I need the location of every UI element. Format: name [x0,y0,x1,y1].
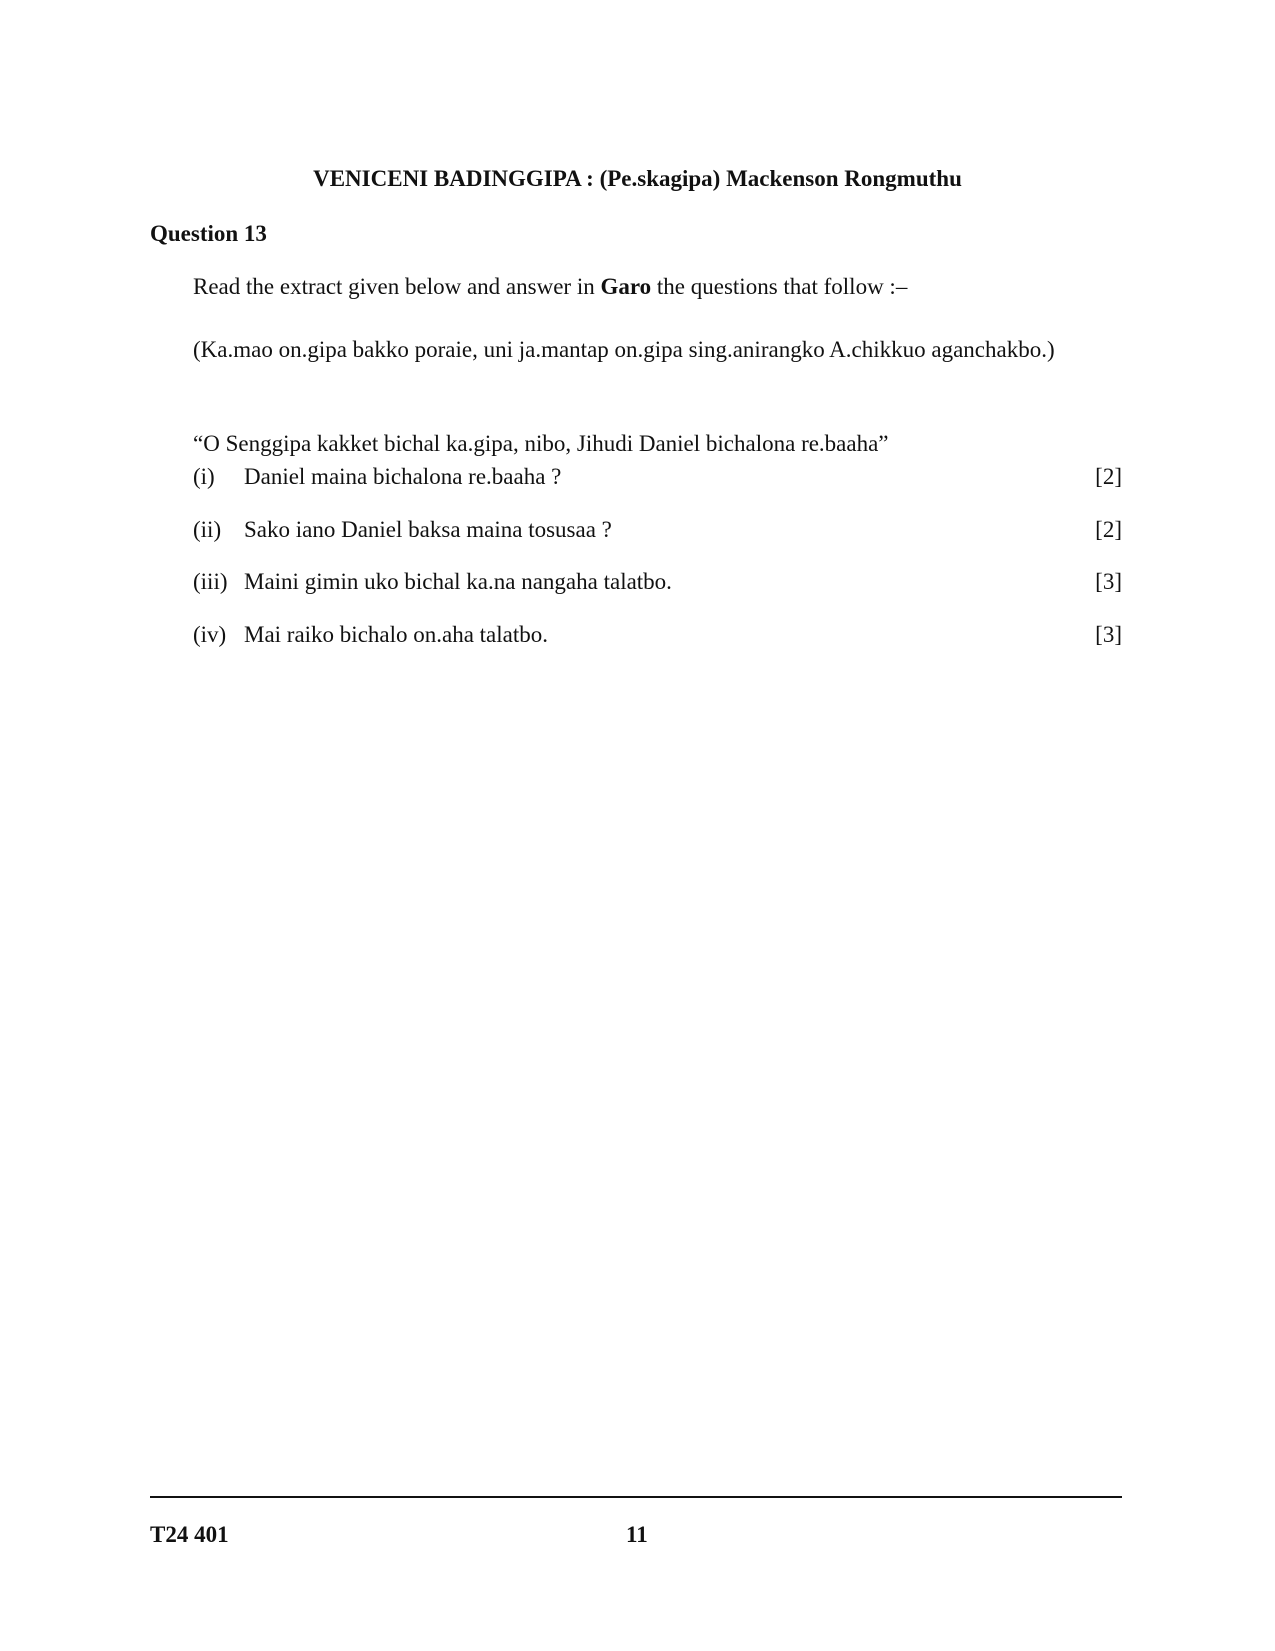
subquestion-item [193,464,1122,494]
subquestion-marks: [3] [1095,622,1122,647]
extract-note: (Ka.mao on.gipa bakko poraie, uni ja.mantap on.gipa sing.anirangko A.chikkuo aganchakbo.) [193,337,1055,362]
subquestion-text: Daniel maina bichalona re.baaha ? [244,464,562,489]
subquestion-number: (iii) [193,569,228,594]
subquestion-number: (ii) [193,517,222,542]
instruction-language: Garo [600,274,652,299]
extract-quote: “O Senggipa kakket bichal ka.gipa, nibo, Jihudi Daniel bichalona re.baaha” [193,431,889,456]
subquestion-text: Maini gimin uko bichal ka.na nangaha talatbo. [244,569,672,594]
page-number: 11 [626,1522,648,1547]
subquestion-item [193,622,1122,652]
instruction-text-before: Read the extract given below and answer in [193,274,601,299]
instruction-text-after: the questions that follow :– [651,274,908,299]
subquestion-number: (i) [193,464,215,489]
instruction [193,274,907,300]
footer-divider [150,1496,1122,1498]
section-title: VENICENI BADINGGIPA : (Pe.skagipa) Mackenson Rongmuthu [313,166,962,191]
subquestion-number: (iv) [193,622,227,647]
question-title: Question 13 [150,221,267,246]
paper-code: T24 401 [150,1522,229,1547]
subquestion-text: Sako iano Daniel baksa maina tosusaa ? [244,517,612,542]
subquestion-marks: [3] [1095,569,1122,594]
subquestion-item [193,569,1122,599]
subquestion-marks: [2] [1095,464,1122,489]
subquestion-marks: [2] [1095,517,1122,542]
subquestion-text: Mai raiko bichalo on.aha talatbo. [244,622,549,647]
subquestion-item [193,517,1122,547]
